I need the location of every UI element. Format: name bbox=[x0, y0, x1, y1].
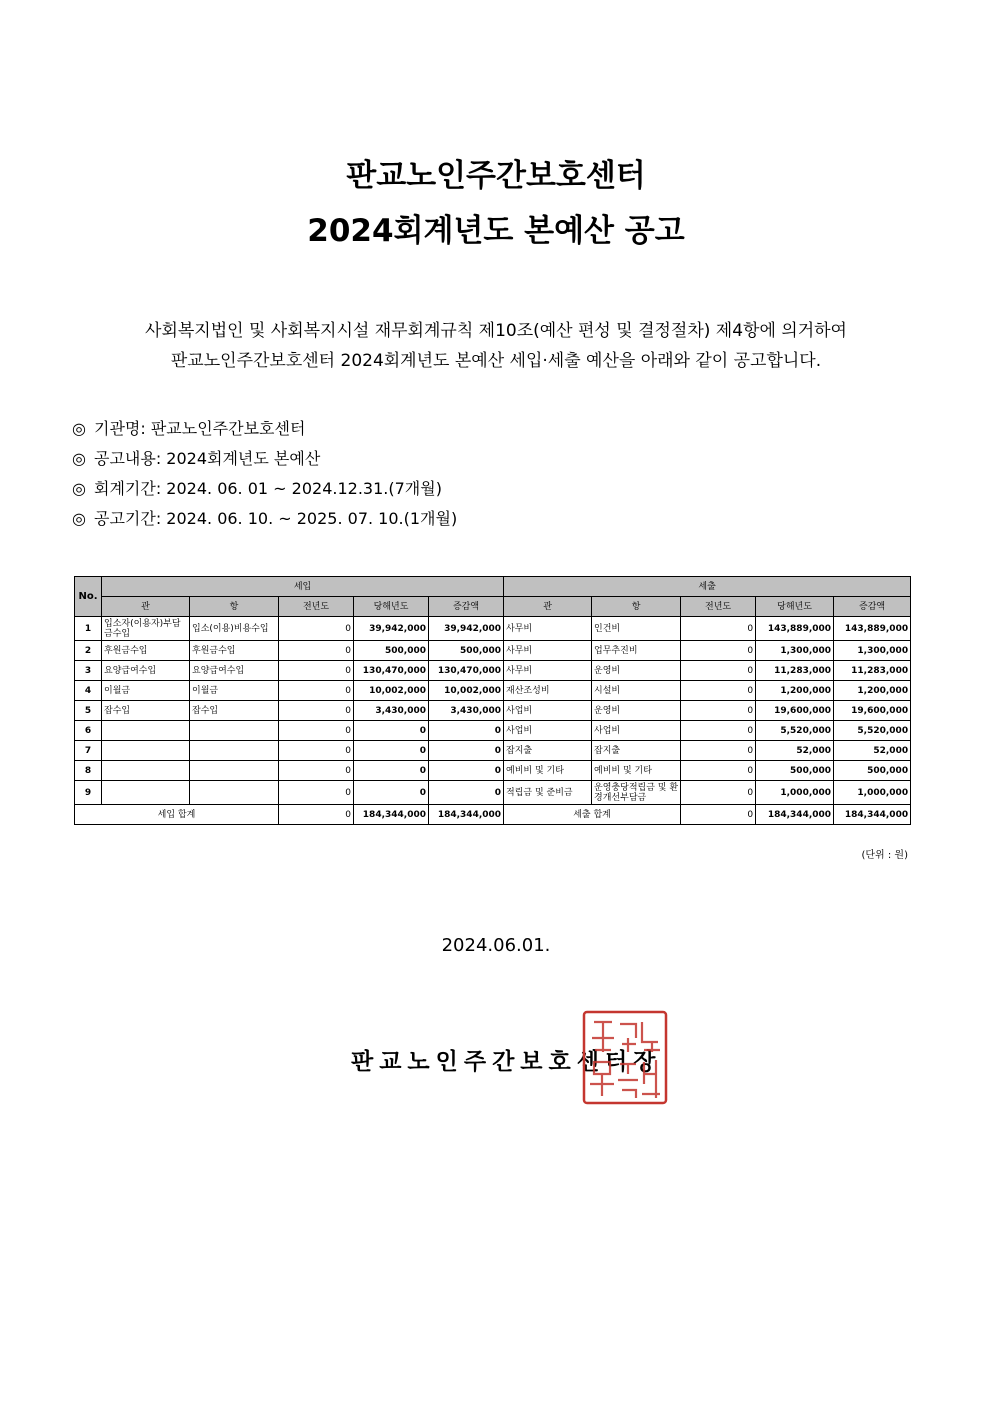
expense-gwan: 재산조성비 bbox=[504, 681, 592, 701]
revenue-gwan: 후원금수입 bbox=[102, 641, 190, 661]
revenue-hang bbox=[190, 761, 279, 781]
revenue-diff: 39,942,000 bbox=[429, 617, 504, 641]
expense-hang: 잡지출 bbox=[592, 741, 681, 761]
revenue-hang: 요양급여수입 bbox=[190, 661, 279, 681]
expense-diff: 11,283,000 bbox=[834, 661, 911, 681]
expense-gwan: 예비비 및 기타 bbox=[504, 761, 592, 781]
info-item-content bbox=[72, 446, 320, 469]
revenue-prev: 0 bbox=[279, 681, 354, 701]
expense-hang: 예비비 및 기타 bbox=[592, 761, 681, 781]
info-text: 기관명: 판교노인주간보호센터 bbox=[94, 419, 306, 438]
info-item-notice-period bbox=[72, 506, 457, 529]
row-no: 7 bbox=[75, 741, 102, 761]
table-row bbox=[75, 781, 911, 805]
revenue-hang: 후원금수입 bbox=[190, 641, 279, 661]
total-row bbox=[75, 805, 911, 825]
expense-prev: 0 bbox=[681, 617, 756, 641]
header-r-curr: 당해년도 bbox=[354, 597, 429, 617]
revenue-curr: 500,000 bbox=[354, 641, 429, 661]
table-row bbox=[75, 701, 911, 721]
revenue-diff: 0 bbox=[429, 721, 504, 741]
header-no: No. bbox=[75, 577, 102, 617]
expense-prev: 0 bbox=[681, 721, 756, 741]
expense-curr: 1,000,000 bbox=[756, 781, 834, 805]
revenue-diff: 0 bbox=[429, 761, 504, 781]
expense-hang: 운영비 bbox=[592, 701, 681, 721]
revenue-prev: 0 bbox=[279, 761, 354, 781]
expense-hang: 시설비 bbox=[592, 681, 681, 701]
header-r-diff: 증감액 bbox=[429, 597, 504, 617]
page-subtitle: 2024회계년도 본예산 공고 bbox=[307, 213, 685, 249]
page-title: 판교노인주간보호센터 bbox=[346, 158, 646, 194]
expense-diff: 500,000 bbox=[834, 761, 911, 781]
revenue-curr: 130,470,000 bbox=[354, 661, 429, 681]
expense-diff: 143,889,000 bbox=[834, 617, 911, 641]
revenue-diff: 0 bbox=[429, 741, 504, 761]
revenue-gwan bbox=[102, 721, 190, 741]
row-no: 1 bbox=[75, 617, 102, 641]
revenue-hang bbox=[190, 781, 279, 805]
header-e-curr: 당해년도 bbox=[756, 597, 834, 617]
revenue-diff: 130,470,000 bbox=[429, 661, 504, 681]
revenue-hang: 잡수입 bbox=[190, 701, 279, 721]
expense-prev: 0 bbox=[681, 701, 756, 721]
expense-gwan: 사무비 bbox=[504, 641, 592, 661]
row-no: 8 bbox=[75, 761, 102, 781]
revenue-curr: 0 bbox=[354, 761, 429, 781]
table-row bbox=[75, 761, 911, 781]
expense-prev: 0 bbox=[681, 781, 756, 805]
expense-hang: 업무추진비 bbox=[592, 641, 681, 661]
official-seal-icon bbox=[582, 1010, 668, 1105]
revenue-diff: 0 bbox=[429, 781, 504, 805]
row-no: 9 bbox=[75, 781, 102, 805]
header-e-hang: 항 bbox=[592, 597, 681, 617]
revenue-hang bbox=[190, 741, 279, 761]
table-row bbox=[75, 661, 911, 681]
expense-curr: 52,000 bbox=[756, 741, 834, 761]
intro-line-1: 사회복지법인 및 사회복지시설 재무회계규칙 제10조(예산 편성 및 결정절차) 제4항에 의거하여 bbox=[145, 321, 847, 341]
expense-total-prev: 0 bbox=[681, 805, 756, 825]
expense-diff: 5,520,000 bbox=[834, 721, 911, 741]
expense-diff: 1,300,000 bbox=[834, 641, 911, 661]
revenue-diff: 10,002,000 bbox=[429, 681, 504, 701]
revenue-gwan bbox=[102, 761, 190, 781]
bullet-mark: ◎ bbox=[72, 449, 86, 468]
expense-gwan: 사무비 bbox=[504, 617, 592, 641]
info-item-fiscal-period bbox=[72, 476, 442, 499]
info-text: 회계기간: 2024. 06. 01 ~ 2024.12.31.(7개월) bbox=[94, 479, 442, 498]
revenue-curr: 3,430,000 bbox=[354, 701, 429, 721]
info-text: 공고내용: 2024회계년도 본예산 bbox=[94, 449, 321, 468]
revenue-curr: 0 bbox=[354, 741, 429, 761]
header-e-prev: 전년도 bbox=[681, 597, 756, 617]
revenue-hang: 입소(이용)비용수입 bbox=[190, 617, 279, 641]
row-no: 2 bbox=[75, 641, 102, 661]
expense-prev: 0 bbox=[681, 661, 756, 681]
revenue-gwan bbox=[102, 781, 190, 805]
revenue-prev: 0 bbox=[279, 661, 354, 681]
bullet-mark: ◎ bbox=[72, 479, 86, 498]
revenue-prev: 0 bbox=[279, 617, 354, 641]
expense-hang: 운영충당적립금 및 환경개선부담금 bbox=[592, 781, 681, 805]
revenue-curr: 39,942,000 bbox=[354, 617, 429, 641]
expense-prev: 0 bbox=[681, 741, 756, 761]
header-r-gwan: 관 bbox=[102, 597, 190, 617]
header-r-hang: 항 bbox=[190, 597, 279, 617]
expense-curr: 19,600,000 bbox=[756, 701, 834, 721]
expense-gwan: 사업비 bbox=[504, 721, 592, 741]
bullet-mark: ◎ bbox=[72, 509, 86, 528]
expense-curr: 1,200,000 bbox=[756, 681, 834, 701]
expense-gwan: 사업비 bbox=[504, 701, 592, 721]
expense-diff: 1,000,000 bbox=[834, 781, 911, 805]
row-no: 5 bbox=[75, 701, 102, 721]
revenue-total-prev: 0 bbox=[279, 805, 354, 825]
expense-curr: 11,283,000 bbox=[756, 661, 834, 681]
expense-total-curr: 184,344,000 bbox=[756, 805, 834, 825]
table-row bbox=[75, 681, 911, 701]
revenue-prev: 0 bbox=[279, 641, 354, 661]
expense-total-diff: 184,344,000 bbox=[834, 805, 911, 825]
table-row bbox=[75, 721, 911, 741]
expense-curr: 5,520,000 bbox=[756, 721, 834, 741]
revenue-prev: 0 bbox=[279, 781, 354, 805]
revenue-prev: 0 bbox=[279, 701, 354, 721]
revenue-curr: 0 bbox=[354, 721, 429, 741]
bullet-mark: ◎ bbox=[72, 419, 86, 438]
revenue-total-label: 세입 합계 bbox=[75, 805, 279, 825]
expense-hang: 사업비 bbox=[592, 721, 681, 741]
intro-line-2: 판교노인주간보호센터 2024회계년도 본예산 세입·세출 예산을 아래와 같이 공고합니다. bbox=[170, 351, 822, 371]
expense-gwan: 적립금 및 준비금 bbox=[504, 781, 592, 805]
row-no: 4 bbox=[75, 681, 102, 701]
expense-total-label: 세출 합계 bbox=[504, 805, 681, 825]
header-e-diff: 증감액 bbox=[834, 597, 911, 617]
revenue-curr: 0 bbox=[354, 781, 429, 805]
revenue-gwan: 요양급여수입 bbox=[102, 661, 190, 681]
revenue-total-diff: 184,344,000 bbox=[429, 805, 504, 825]
revenue-gwan: 입소자(이용자)부담금수입 bbox=[102, 617, 190, 641]
expense-hang: 운영비 bbox=[592, 661, 681, 681]
expense-prev: 0 bbox=[681, 641, 756, 661]
revenue-gwan: 이월금 bbox=[102, 681, 190, 701]
expense-hang: 인건비 bbox=[592, 617, 681, 641]
header-r-prev: 전년도 bbox=[279, 597, 354, 617]
expense-prev: 0 bbox=[681, 761, 756, 781]
unit-note: (단위 : 원) bbox=[861, 850, 908, 861]
revenue-prev: 0 bbox=[279, 741, 354, 761]
signature-name: 판교노인주간보호센터장 bbox=[351, 1049, 662, 1075]
info-text: 공고기간: 2024. 06. 10. ~ 2025. 07. 10.(1개월) bbox=[94, 509, 458, 528]
row-no: 6 bbox=[75, 721, 102, 741]
expense-gwan: 잡지출 bbox=[504, 741, 592, 761]
table-row bbox=[75, 741, 911, 761]
revenue-diff: 3,430,000 bbox=[429, 701, 504, 721]
revenue-prev: 0 bbox=[279, 721, 354, 741]
expense-diff: 1,200,000 bbox=[834, 681, 911, 701]
expense-diff: 52,000 bbox=[834, 741, 911, 761]
revenue-hang bbox=[190, 721, 279, 741]
info-item-agency bbox=[72, 416, 305, 439]
expense-prev: 0 bbox=[681, 681, 756, 701]
table-row bbox=[75, 617, 911, 641]
expense-curr: 1,300,000 bbox=[756, 641, 834, 661]
revenue-hang: 이월금 bbox=[190, 681, 279, 701]
revenue-gwan: 잡수입 bbox=[102, 701, 190, 721]
header-expense: 세출 bbox=[504, 577, 911, 597]
header-revenue: 세입 bbox=[102, 577, 504, 597]
revenue-diff: 500,000 bbox=[429, 641, 504, 661]
revenue-total-curr: 184,344,000 bbox=[354, 805, 429, 825]
revenue-gwan bbox=[102, 741, 190, 761]
row-no: 3 bbox=[75, 661, 102, 681]
notice-date: 2024.06.01. bbox=[441, 935, 551, 956]
revenue-curr: 10,002,000 bbox=[354, 681, 429, 701]
table-row bbox=[75, 641, 911, 661]
expense-diff: 19,600,000 bbox=[834, 701, 911, 721]
expense-gwan: 사무비 bbox=[504, 661, 592, 681]
budget-table bbox=[74, 576, 911, 825]
expense-curr: 143,889,000 bbox=[756, 617, 834, 641]
expense-curr: 500,000 bbox=[756, 761, 834, 781]
header-e-gwan: 관 bbox=[504, 597, 592, 617]
